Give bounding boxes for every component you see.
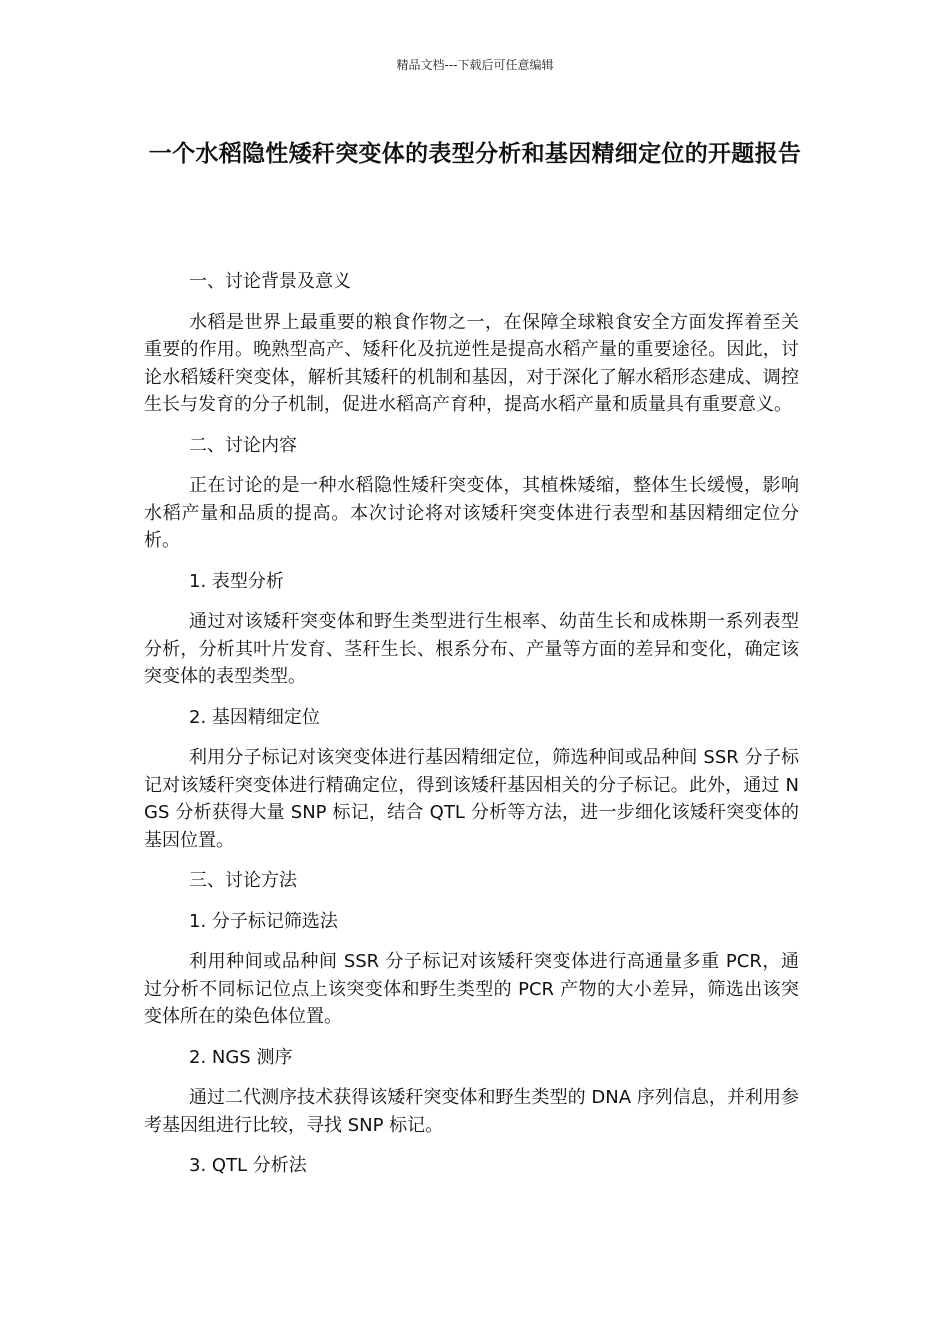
section-heading-methods: 三、讨论方法: [189, 870, 297, 891]
subheading-phenotype-analysis: 1. 表型分析: [189, 570, 284, 592]
paragraph-background: 水稻是世界上最重要的粮食作物之一，在保障全球粮食安全方面发挥着至关重要的作用。晚熟型高产、矮秆化及抗逆性是提高水稻产量的重要途径。因此，讨论水稻矮秆突变体，解析其矮秆的机制和基因，对于深化了解水稻形态建成、调控生长与发育的分子机制，促进水稻高产育种，提高水稻产量和质量具有重要意义。: [144, 311, 799, 415]
subheading-ngs: 2. NGS 测序: [189, 1046, 293, 1068]
subheading-fine-mapping: 2. 基因精细定位: [189, 706, 320, 728]
paragraph-fine-mapping: 利用分子标记对该突变体进行基因精细定位，筛选种间或品种间 SSR 分子标记对该矮秆突变体进行精确定位，得到该矮秆基因相关的分子标记。此外，通过 NGS 分析获得大量 SNP 标记，结合 QTL 分析等方法，进一步细化该矮秆突变体的基因位置。: [144, 747, 799, 851]
document-title: 一个水稻隐性矮秆突变体的表型分析和基因精细定位的开题报告: [148, 141, 802, 167]
section-heading-content: 二、讨论内容: [189, 434, 297, 456]
subheading-qtl: 3. QTL 分析法: [189, 1155, 307, 1176]
paragraph-marker-screening: 利用种间或品种间 SSR 分子标记对该矮秆突变体进行高通量多重 PCR，通过分析不同标记位点上该突变体和野生类型的 PCR 产物的大小差异，筛选出该突变体所在的染色体位置。: [144, 951, 799, 1027]
paragraph-phenotype-analysis: 通过对该矮秆突变体和野生类型进行生根率、幼苗生长和成株期一系列表型分析，分析其叶片发育、茎秆生长、根系分布、产量等方面的差异和变化，确定该突变体的表型类型。: [144, 611, 799, 687]
subheading-marker-screening: 1. 分子标记筛选法: [189, 910, 338, 932]
document-body: [144, 268, 799, 1193]
paragraph-content: 正在讨论的是一种水稻隐性矮秆突变体，其植株矮缩，整体生长缓慢，影响水稻产量和品质的提高。本次讨论将对该矮秆突变体进行表型和基因精细定位分析。: [144, 475, 799, 551]
page-header: 精品文档---下载后可任意编辑: [396, 58, 554, 72]
section-heading-background: 一、讨论背景及意义: [189, 271, 351, 292]
paragraph-ngs: 通过二代测序技术获得该矮秆突变体和野生类型的 DNA 序列信息，并利用参考基因组进行比较，寻找 SNP 标记。: [144, 1087, 799, 1136]
